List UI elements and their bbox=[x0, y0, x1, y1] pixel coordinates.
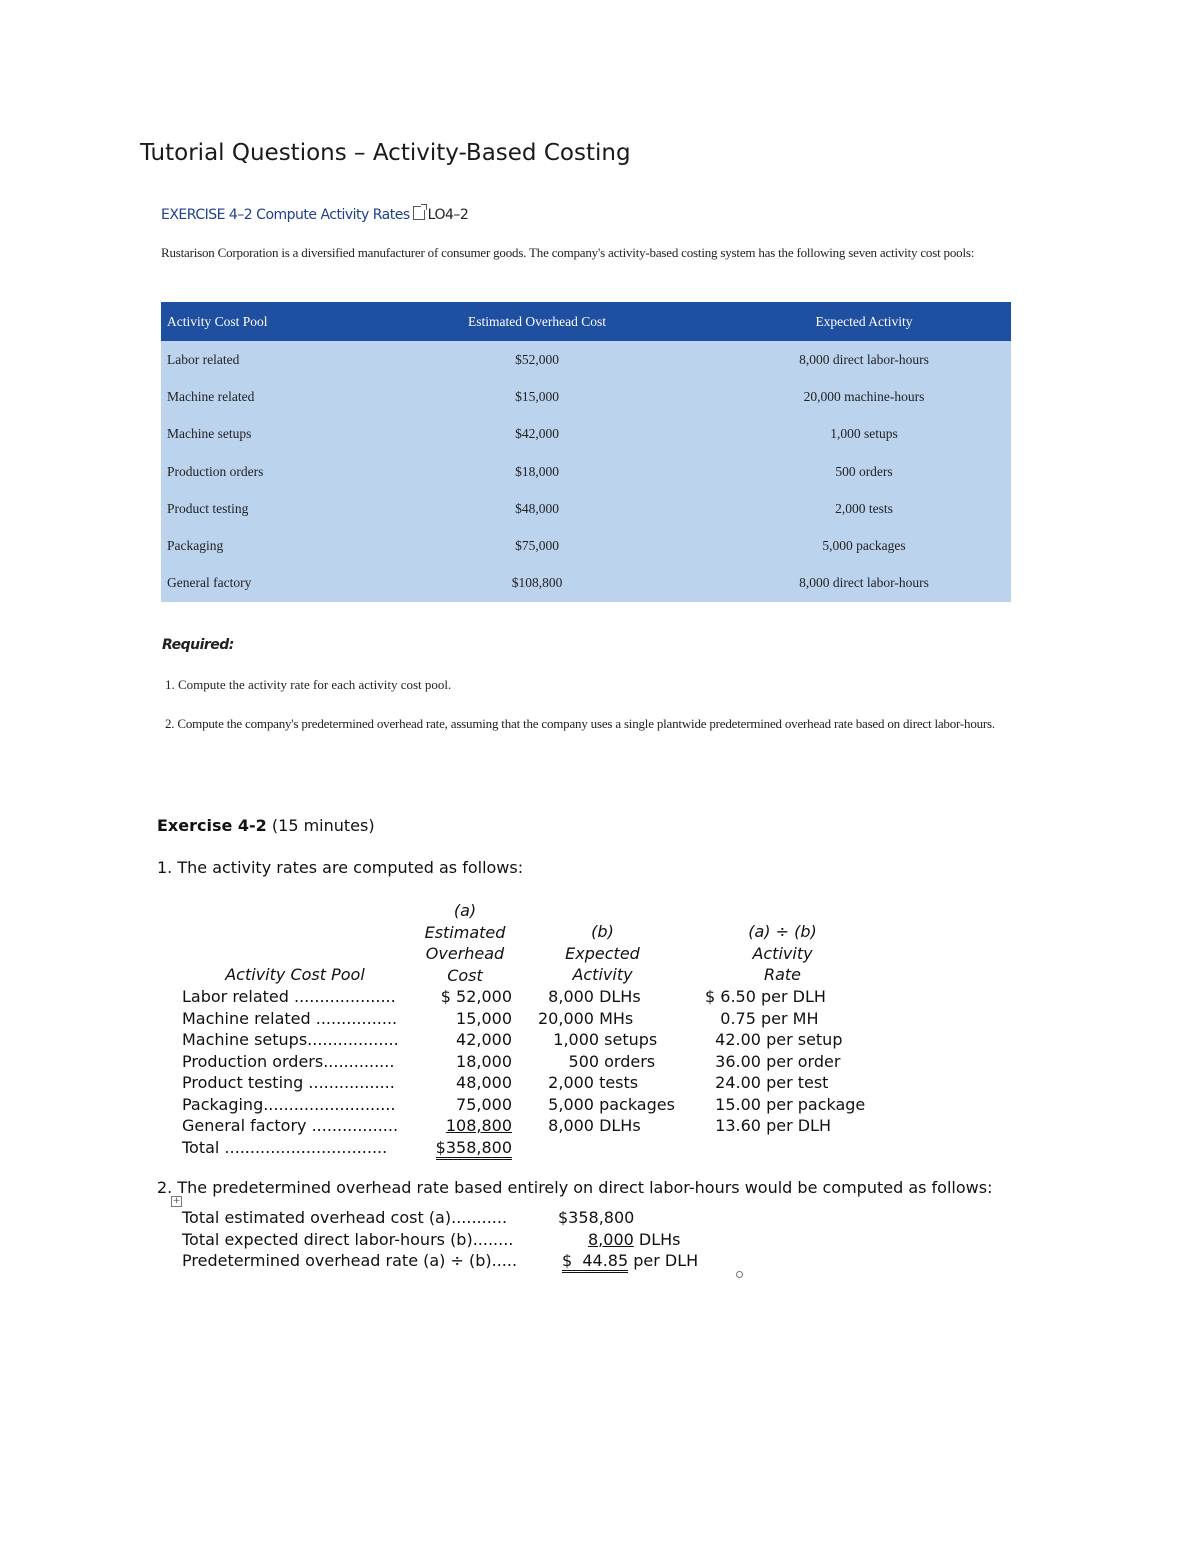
activity-cell: 8,000 direct labor-hours bbox=[677, 341, 1011, 378]
table-row bbox=[161, 341, 1011, 378]
solution-part-1: 1. The activity rates are computed as follows: bbox=[157, 858, 524, 877]
calc-label: Total expected direct labor-hours (b)........ bbox=[182, 1229, 514, 1249]
table-row bbox=[161, 453, 1011, 490]
table-header-row bbox=[161, 302, 1011, 341]
row-rate: 42.00 per setup bbox=[705, 1030, 843, 1049]
row-name: Product testing ................. bbox=[182, 1073, 395, 1092]
row-activity: 1,000 setups bbox=[538, 1030, 658, 1049]
row-rate: 13.60 per DLH bbox=[705, 1116, 831, 1135]
row-cost: 42,000 bbox=[456, 1030, 512, 1049]
question-2: 2. Compute the company's predetermined overhead rate, assuming that the company uses a single plantwide predetermined overhead rate based on direct labor-hours. bbox=[165, 716, 995, 731]
row-rate: 24.00 per test bbox=[705, 1073, 829, 1092]
table-row bbox=[161, 565, 1011, 602]
calc-unit: DLHs bbox=[633, 1229, 681, 1249]
row-activity: 2,000 tests bbox=[538, 1073, 639, 1092]
table-row bbox=[161, 378, 1011, 415]
calc-amount: $ 44.85 bbox=[562, 1252, 628, 1273]
calc-row bbox=[0, 1250, 900, 1272]
column-header: Expected Activity bbox=[677, 302, 1011, 341]
cost-cell: $108,800 bbox=[397, 565, 677, 602]
row-name: Machine setups.................. bbox=[182, 1030, 399, 1049]
pool-cell: Machine related bbox=[161, 378, 397, 415]
activity-cell: 8,000 direct labor-hours bbox=[677, 565, 1011, 602]
activity-cell: 500 orders bbox=[677, 453, 1011, 490]
row-activity: 20,000 MHs bbox=[538, 1008, 634, 1028]
row-cost: 18,000 bbox=[456, 1051, 512, 1071]
move-handle-icon[interactable]: + bbox=[172, 1196, 181, 1206]
pool-cell: Packaging bbox=[161, 527, 397, 564]
cost-header-1: Estimated bbox=[424, 922, 506, 942]
solution-part-2: 2. The predetermined overhead rate based entirely on direct labor-hours would be computed as follows: bbox=[157, 1178, 993, 1197]
pool-cell: General factory bbox=[161, 565, 397, 602]
calc-unit: per DLH bbox=[628, 1251, 699, 1270]
total-label: Total ................................ bbox=[182, 1137, 388, 1157]
row-activity: 500 orders bbox=[538, 1051, 656, 1071]
activity-cell: 2,000 tests bbox=[677, 490, 1011, 527]
total-cost bbox=[420, 1137, 512, 1160]
exercise-header bbox=[161, 206, 468, 223]
activity-cost-pool-table bbox=[161, 302, 1011, 602]
activity-cell: 5,000 packages bbox=[677, 527, 1011, 564]
calc-value bbox=[562, 1229, 681, 1251]
row-name: Labor related .................... bbox=[182, 987, 396, 1006]
calc-row bbox=[0, 1207, 900, 1229]
cost-cell: $52,000 bbox=[397, 341, 677, 378]
row-rate: 36.00 per order bbox=[705, 1051, 841, 1071]
calc-amount: 8,000 bbox=[588, 1229, 634, 1249]
row-cost: 15,000 bbox=[456, 1008, 512, 1028]
column-header: Activity Cost Pool bbox=[161, 302, 397, 341]
table-row bbox=[0, 1072, 900, 1094]
page-title: Tutorial Questions – Activity-Based Costing bbox=[140, 140, 631, 166]
cost-cell: $75,000 bbox=[397, 527, 677, 564]
learning-objective: LO4–2 bbox=[427, 207, 469, 223]
cost-header-a: (a) bbox=[453, 901, 477, 920]
row-activity: 5,000 packages bbox=[538, 1094, 675, 1114]
solution-heading-time: (15 minutes) bbox=[266, 816, 375, 835]
cost-cell: $18,000 bbox=[397, 453, 677, 490]
row-name: Packaging.......................... bbox=[182, 1094, 396, 1114]
calc-amount: $358,800 bbox=[558, 1208, 635, 1227]
cost-header-3: Cost bbox=[447, 965, 483, 985]
rate-header-ab: (a) ÷ (b) bbox=[748, 922, 817, 941]
external-link-icon[interactable] bbox=[413, 206, 425, 220]
calc-label: Total estimated overhead cost (a)........... bbox=[182, 1208, 508, 1227]
activity-header-1: Expected bbox=[565, 943, 640, 963]
row-activity: 8,000 DLHs bbox=[538, 1116, 641, 1135]
row-name: Production orders.............. bbox=[182, 1051, 395, 1071]
row-cost bbox=[420, 1115, 512, 1137]
pool-header: Activity Cost Pool bbox=[225, 965, 365, 984]
pool-cell: Labor related bbox=[161, 341, 397, 378]
column-header: Estimated Overhead Cost bbox=[397, 302, 677, 341]
rate-header-2: Rate bbox=[763, 965, 802, 984]
table-row bbox=[161, 490, 1011, 527]
cost-cell: $48,000 bbox=[397, 490, 677, 527]
cost-cell: $42,000 bbox=[397, 416, 677, 453]
table-row bbox=[0, 1094, 900, 1116]
table-row bbox=[0, 1008, 900, 1030]
table-row bbox=[0, 1029, 900, 1051]
exercise-title: EXERCISE 4–2 Compute Activity Rates bbox=[161, 207, 410, 223]
pool-cell: Production orders bbox=[161, 453, 397, 490]
pool-cell: Machine setups bbox=[161, 416, 397, 453]
table-row bbox=[0, 1115, 900, 1137]
solution-heading-bold: Exercise 4-2 bbox=[157, 816, 267, 835]
rate-header-1: Activity bbox=[752, 943, 813, 963]
cost-header-2: Overhead bbox=[425, 944, 505, 963]
table-row bbox=[161, 527, 1011, 564]
row-rate: $ 6.50 per DLH bbox=[705, 987, 826, 1006]
pool-cell: Product testing bbox=[161, 490, 397, 527]
activity-header bbox=[550, 921, 655, 986]
calc-value bbox=[558, 1207, 634, 1229]
row-name: General factory ................. bbox=[182, 1116, 399, 1135]
anchor-dot-icon bbox=[736, 1271, 743, 1278]
row-rate: 15.00 per package bbox=[705, 1094, 866, 1114]
calc-label: Predetermined overhead rate (a) ÷ (b)..... bbox=[182, 1251, 518, 1270]
table-row bbox=[0, 986, 900, 1008]
activity-cell: 1,000 setups bbox=[677, 416, 1011, 453]
table-row bbox=[161, 416, 1011, 453]
activity-header-b: (b) bbox=[591, 922, 614, 941]
solution-heading bbox=[157, 816, 375, 835]
row-activity: 8,000 DLHs bbox=[538, 987, 641, 1006]
row-cost: $ 52,000 bbox=[440, 987, 512, 1006]
cost-header bbox=[420, 900, 510, 986]
table-row bbox=[0, 1051, 900, 1073]
row-cost: 75,000 bbox=[456, 1094, 512, 1114]
exercise-intro: Rustarison Corporation is a diversified manufacturer of consumer goods. The company's activity-based costing system has the following seven activity cost pools: bbox=[161, 245, 975, 260]
calc-row bbox=[0, 1229, 900, 1251]
cost-cell: $15,000 bbox=[397, 378, 677, 415]
row-name: Machine related ................ bbox=[182, 1008, 398, 1028]
rate-header bbox=[725, 921, 840, 986]
activity-cell: 20,000 machine-hours bbox=[677, 378, 1011, 415]
row-cost-underlined: 108,800 bbox=[445, 1116, 512, 1135]
row-rate: 0.75 per MH bbox=[705, 1008, 819, 1028]
question-1: 1. Compute the activity rate for each activity cost pool. bbox=[165, 677, 452, 692]
total-cost-value: $358,800 bbox=[436, 1139, 512, 1160]
required-label: Required: bbox=[162, 637, 234, 653]
total-row bbox=[0, 1137, 900, 1159]
activity-header-2: Activity bbox=[572, 965, 633, 984]
calc-value bbox=[562, 1250, 698, 1273]
row-cost: 48,000 bbox=[456, 1073, 512, 1092]
